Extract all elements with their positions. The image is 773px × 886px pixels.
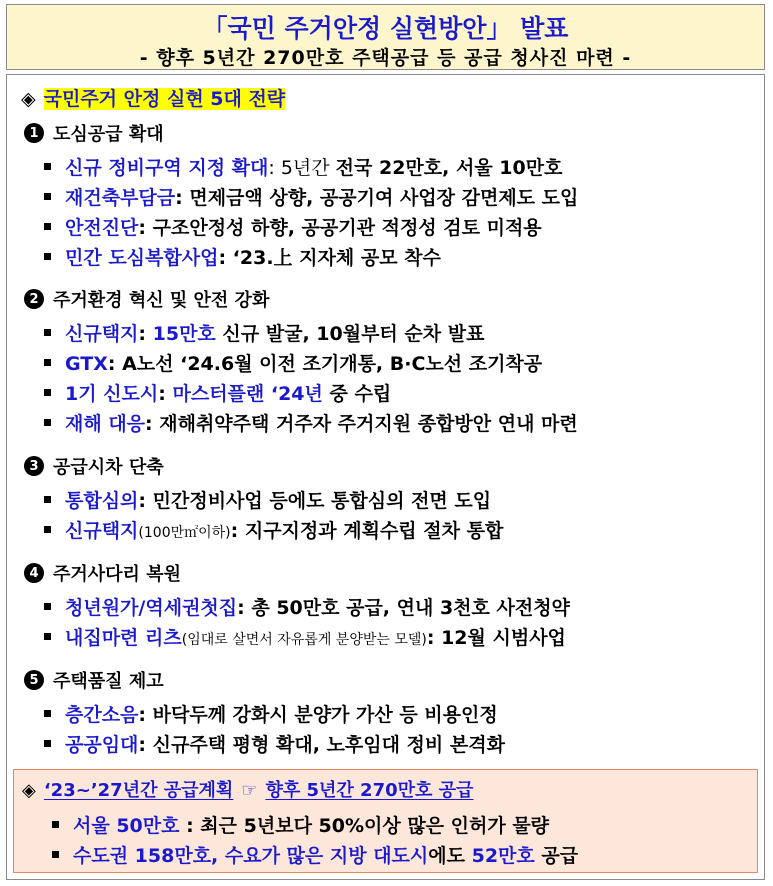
item-text: :: [158, 383, 173, 405]
list-item: [44, 516, 503, 543]
bullet-icon: [44, 710, 51, 717]
item-text: : 바닥두께 강화시 분양가 가산 등 비용인정: [138, 704, 498, 726]
page-title: 「국민 주거안정 실현방안」 발표: [202, 14, 569, 43]
bullet-icon: [44, 496, 51, 503]
supply-plan-box: [13, 769, 758, 873]
item-text: :: [138, 323, 153, 345]
list-item: [44, 213, 542, 240]
item-text: : 지구지정과 계획수립 절차 통합: [230, 520, 504, 542]
bullet-icon: [44, 419, 51, 426]
item-keyword: 재건축부담금: [65, 187, 176, 209]
item-text: : 최근 5년보다 50%이상 많은 인허가 물량: [179, 815, 550, 837]
item-keyword: 수도권 158만호, 수요가 많은 지방 대도시: [73, 845, 429, 867]
section-number-2: 2: [24, 289, 44, 309]
item-keyword: 안전진단: [65, 217, 139, 239]
item-keyword: 층간소음: [65, 704, 139, 726]
item-keyword: 민간 도심복합사업: [65, 247, 219, 269]
item-keyword: 공공임대: [65, 734, 139, 756]
bullet-icon: [44, 633, 51, 640]
item-keyword: 신규택지: [65, 520, 139, 542]
bullet-icon: [44, 193, 51, 200]
item-note: (100만㎡이하): [138, 525, 231, 541]
section-5-title: [24, 667, 164, 693]
main-content-box: [6, 74, 765, 880]
item-keyword: 신규 정비구역 지정 확대: [65, 157, 269, 179]
list-item: [44, 700, 498, 727]
section-2-title-text: 주거환경 혁신 및 안전 강화: [53, 290, 270, 311]
item-keyword: 15만호: [152, 323, 216, 345]
item-keyword: 1기 신도시: [65, 383, 159, 405]
bullet-icon: [44, 329, 51, 336]
list-item: [44, 409, 578, 436]
section-number-1: 1: [24, 123, 44, 143]
plan-heading-target: 향후 5년간 270만호 공급: [265, 780, 474, 801]
plan-heading-period: ‘23~’27년간 공급계획: [43, 780, 234, 801]
bullet-icon: [44, 163, 51, 170]
item-keyword: 52만호: [471, 845, 535, 867]
diamond-icon: ◈: [22, 780, 36, 801]
supply-plan-heading: [22, 776, 473, 802]
list-item: [44, 183, 578, 210]
item-text: 에도: [428, 845, 472, 867]
list-item: [52, 841, 578, 868]
item-text: : 신규주택 평형 확대, 노후임대 정비 본격화: [138, 734, 505, 756]
item-text: : A노선 ‘24.6월 이전 조기개통, B·C노선 조기착공: [107, 353, 543, 375]
item-text: 공급: [534, 845, 579, 867]
bullet-icon: [44, 359, 51, 366]
item-keyword: 서울 50만호: [73, 815, 180, 837]
item-text-bold: 전국 22만호, 서울 10만호: [335, 157, 563, 179]
list-item: [44, 623, 566, 650]
item-text: : ‘23.上 지자체 공모 착수: [218, 247, 441, 269]
page-subtitle: - 향후 5년간 270만호 주택공급 등 공급 청사진 마련 -: [139, 47, 632, 69]
section-4-title: [24, 560, 181, 586]
item-keyword: 청년원가/역세권첫집: [65, 597, 238, 619]
list-item: [44, 730, 505, 757]
list-item: [44, 243, 441, 270]
list-item: [44, 486, 491, 513]
list-item: [44, 593, 570, 620]
section-3-title: [24, 453, 164, 479]
strategy-heading-text: 국민주거 안정 실현 5대 전략: [43, 88, 286, 110]
item-keyword: 마스터플랜 ‘24년: [172, 383, 323, 405]
section-1-title: [24, 120, 164, 146]
bullet-icon: [44, 526, 51, 533]
item-keyword: 신규택지: [65, 323, 139, 345]
list-item: [44, 153, 562, 180]
list-item: [44, 349, 542, 376]
section-2-title: [24, 286, 269, 312]
item-keyword: 재해 대응: [65, 413, 146, 435]
item-keyword: GTX: [65, 353, 108, 375]
bullet-icon: [52, 821, 59, 828]
section-3-title-text: 공급시차 단축: [53, 457, 164, 478]
bullet-icon: [44, 223, 51, 230]
bullet-icon: [44, 603, 51, 610]
diamond-icon: ◈: [21, 88, 36, 110]
bullet-icon: [44, 389, 51, 396]
header-banner: [6, 4, 765, 70]
item-text: : 민간정비사업 등에도 통합심의 전면 도입: [138, 490, 492, 512]
item-keyword: 통합심의: [65, 490, 139, 512]
section-number-3: 3: [24, 456, 44, 476]
section-5-title-text: 주택품질 제고: [53, 671, 164, 692]
strategy-heading: [21, 84, 285, 111]
item-text: : 구조안정성 하향, 공공기관 적정성 검토 미적용: [138, 217, 542, 239]
item-text: : 12월 시범사업: [426, 627, 566, 649]
section-number-5: 5: [24, 670, 44, 690]
bullet-icon: [52, 851, 59, 858]
bullet-icon: [44, 740, 51, 747]
item-text: : 5년간: [268, 157, 336, 179]
item-text: 신규 발굴, 10월부터 순차 발표: [215, 323, 485, 345]
item-keyword: 내집마련 리츠: [65, 627, 182, 649]
item-note: (임대로 살면서 자유롭게 분양받는 모델): [181, 632, 427, 648]
item-text: : 재해취약주택 거주자 주거지원 종합방안 연내 마련: [145, 413, 578, 435]
item-text: : 면제금액 상향, 공공기여 사업장 감면제도 도입: [175, 187, 579, 209]
item-text: 중 수립: [322, 383, 392, 405]
section-4-title-text: 주거사다리 복원: [53, 564, 181, 585]
list-item: [44, 379, 391, 406]
section-1-title-text: 도심공급 확대: [53, 124, 164, 145]
list-item: [44, 319, 484, 346]
section-number-4: 4: [24, 563, 44, 583]
bullet-icon: [44, 253, 51, 260]
list-item: [52, 811, 549, 838]
pointing-hand-icon: ☞: [241, 780, 258, 801]
item-text: : 총 50만호 공급, 연내 3천호 사전청약: [237, 597, 570, 619]
